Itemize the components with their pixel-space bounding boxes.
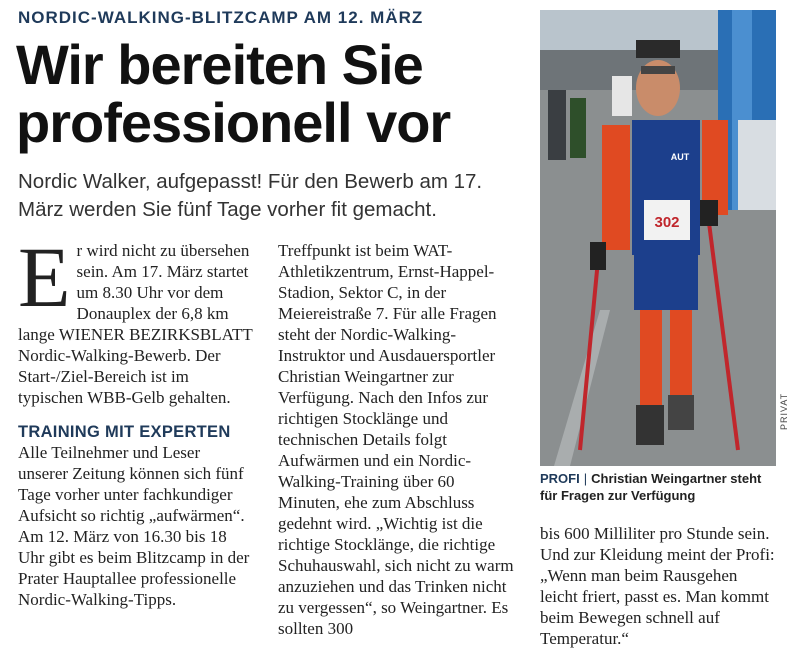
kicker: NORDIC-WALKING-BLITZCAMP AM 12. MÄRZ — [18, 8, 424, 27]
paragraph-text: r wird nicht zu übersehen sein. Am 17. März startet um 8.30 Uhr vor dem Donauplex der 6,8 km lange WIENER BEZIRKSBLATT Nordic-Walking-Bewerb. Der Start-/Ziel-Bereich ist im typischen WBB-Gelb gehalten. — [18, 241, 253, 407]
headline: Wir bereiten Sie professionell vor — [16, 33, 451, 154]
subheading: TRAINING MIT EXPERTEN — [18, 423, 231, 441]
article-column-2 — [278, 240, 514, 639]
photo-caption — [540, 470, 780, 504]
nordic-walker-photo-illustration — [540, 10, 776, 466]
paragraph: Alle Teilnehmer und Leser unserer Zeitung können sich fünf Tage vorher unter fachkundiger Aufsicht so richtig „aufwärmen“. Am 12. März von 16.30 bis 18 Uhr gibt es beim Blitzcamp in der Prater Hauptallee professionelle Nordic-Walking-Tipps. — [18, 443, 250, 609]
paragraph — [18, 229, 254, 408]
paragraph: bis 600 Milliliter pro Stunde sein. Und zur Kleidung meint der Profi: „Wenn man beim Rausgehen leicht friert, passt es. Man kommt beim Bewegen schnell auf Temperatur.“ — [540, 524, 775, 648]
lead-paragraph: Nordic Walker, aufgepasst! Für den Bewerb am 17. März werden Sie fünf Tage vorher fit gemacht. — [18, 170, 483, 221]
article-column-3 — [540, 523, 778, 649]
article-column-1 — [18, 229, 254, 610]
bib-number: 302 — [654, 214, 680, 231]
drop-cap: E — [18, 229, 71, 325]
caption-text: Christian Weingartner steht für Fragen zur Verfügung — [540, 471, 762, 503]
photo — [540, 10, 776, 466]
caption-separator: | — [583, 471, 588, 486]
paragraph: Treffpunkt ist beim WAT-Athletikzentrum, Ernst-Happel-Stadion, Sektor C, in der Meiereistraße 7. Für alle Fragen steht der Nordic-Walking-Instruktor und Ausdauersportler Christian Weingartner zur Verfügung. Nach den Infos zur richtigen Stocklänge und technischen Details folgt Aufwärmen und ein Nordic-Walking-Training über 60 Minuten, ehe zum Abschluss gedehnt wird. „Wichtig ist die richtige Stocklänge, die richtige Schuhauswahl, sich nicht zu warm anzuziehen und das Trinken nicht zu vergessen“, so Weingartner. Es sollten 300 — [278, 241, 514, 638]
photo-credit: PRIVAT — [779, 392, 789, 430]
caption-label: PROFI — [540, 471, 580, 486]
jersey-text: AUT — [670, 152, 690, 162]
